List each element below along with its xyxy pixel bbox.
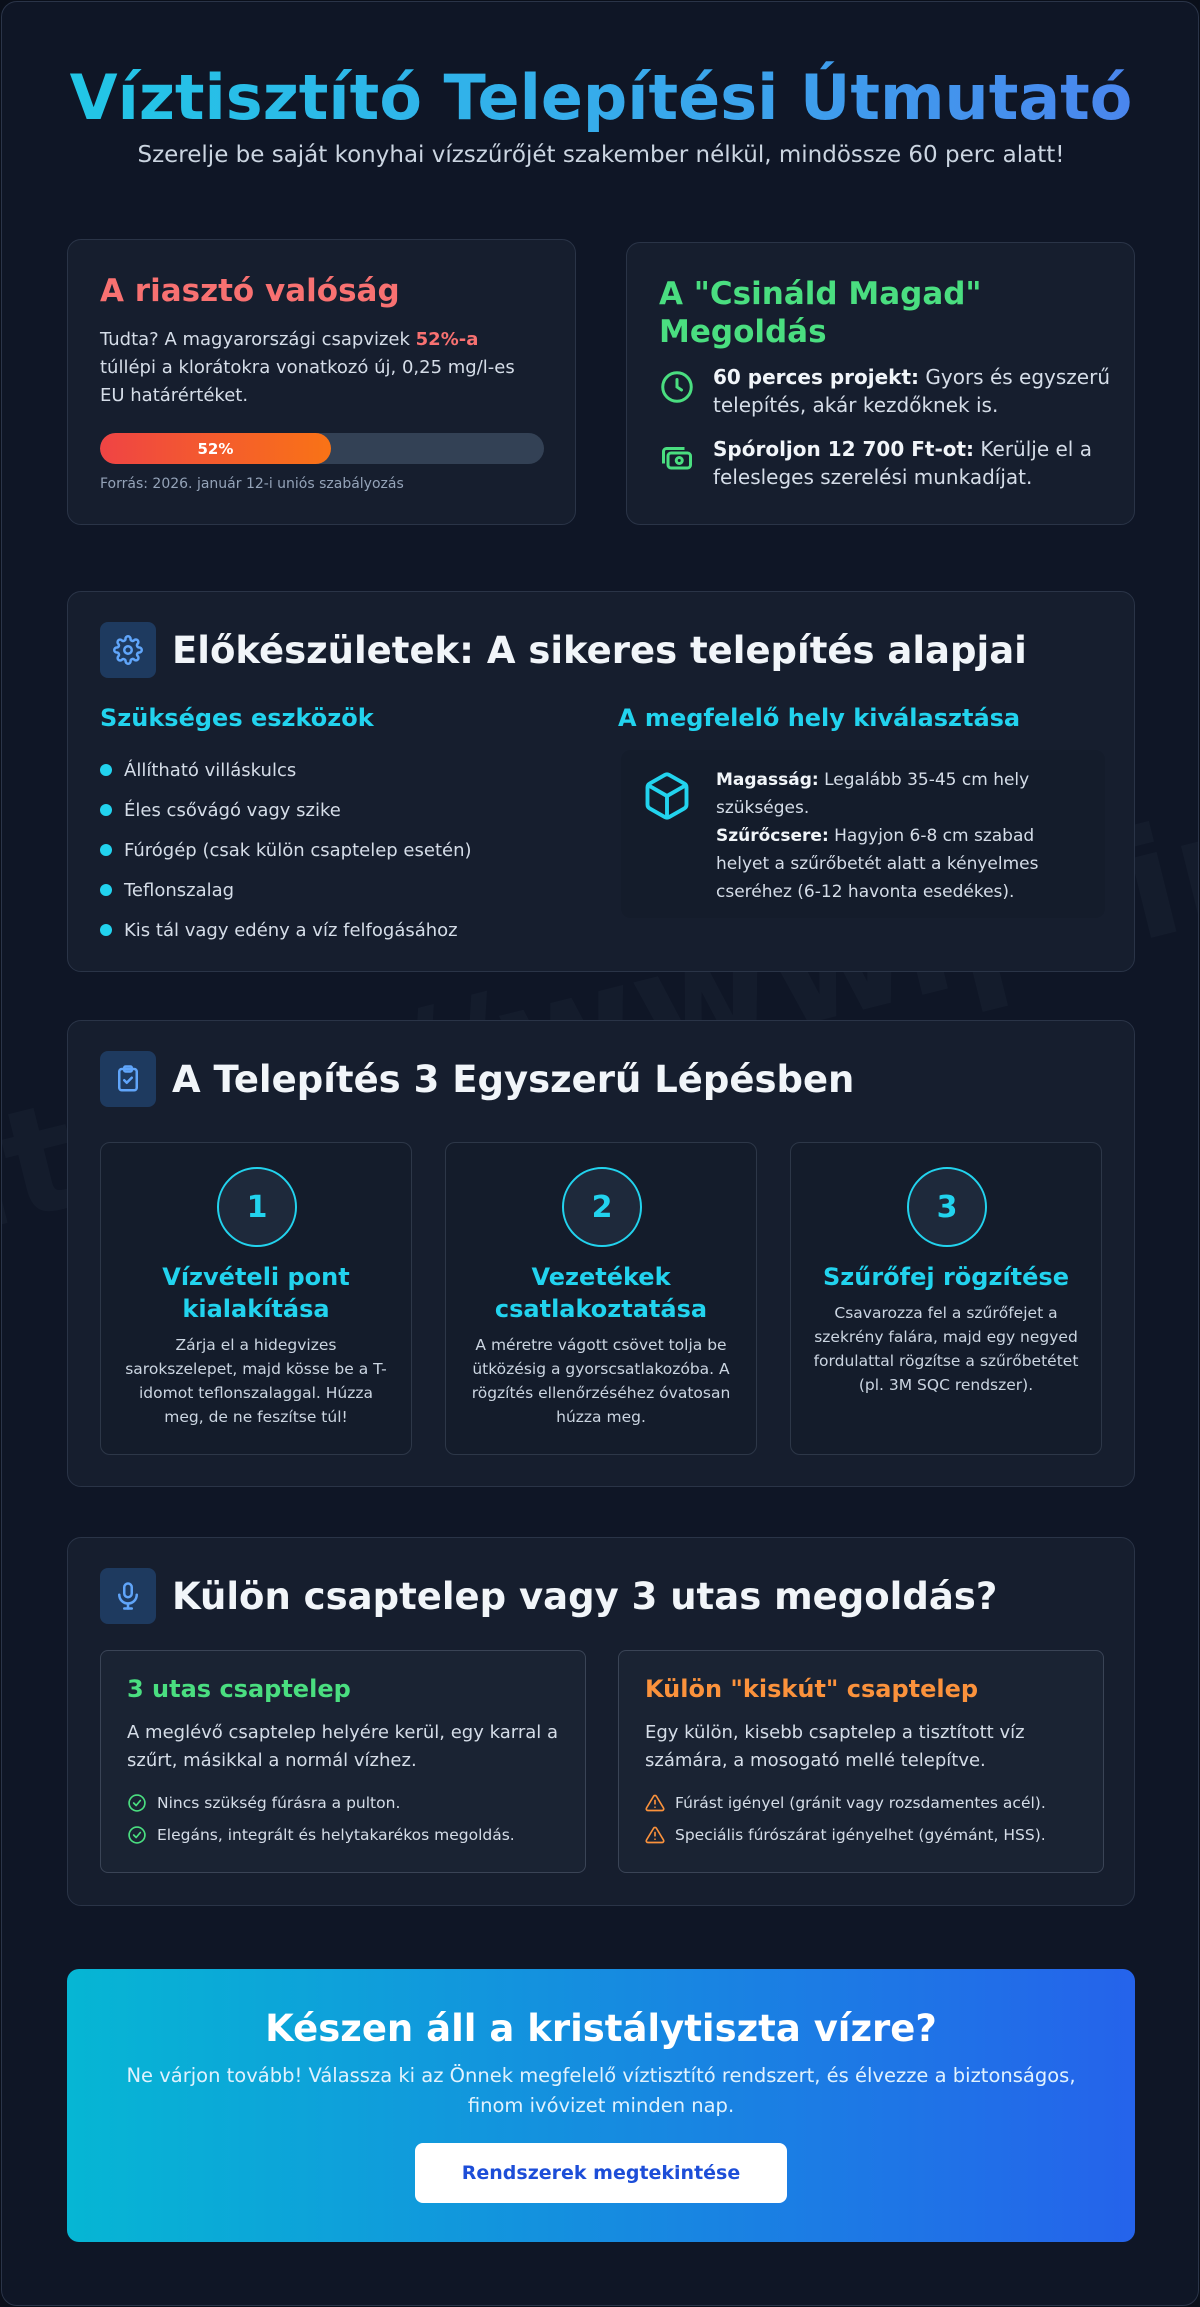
option-text: Egy külön, kisebb csaptelep a tisztított víz számára, a mosogató mellé telepítve. (645, 1722, 1025, 1771)
option-text: A meglévő csaptelep helyére kerül, egy karral a szűrt, másikkal a normál vízhez. (127, 1722, 559, 1771)
progress-label: 52% (197, 439, 234, 458)
step-text: Zárja el a hidegvizes sarokszelepet, majd kösse be a T-idomot teflonszalaggal. Húzza meg, de ne feszítse túl! (125, 1336, 387, 1426)
list-item: Éles csővágó vagy szike (100, 790, 472, 830)
cash-icon (659, 441, 695, 477)
page-frame (1, 1, 1199, 2306)
alarm-card (67, 239, 576, 525)
step-number: 2 (562, 1167, 642, 1247)
step-card-1 (100, 1142, 412, 1455)
con-item: Fúrást igényel (gránit vagy rozsdamentes acél). (645, 1793, 1046, 1813)
page-subtitle: Szerelje be saját konyhai vízszűrőjét szakember nélkül, mindössze 60 perc alatt! (137, 142, 1065, 168)
steps-title: A Telepítés 3 Egyszerű Lépésben (172, 1057, 855, 1101)
place-title: A megfelelő hely kiválasztása (618, 704, 1021, 732)
option-title: 3 utas csaptelep (127, 1675, 351, 1703)
step-title: Vízvételi pont kialakítása (162, 1263, 350, 1323)
step-card-2 (445, 1142, 757, 1455)
alarm-text: Tudta? A magyarországi csapvizek 52%-a túllépi a klorátokra vonatkozó új, 0,25 mg/l-es EU határértéket. (100, 329, 515, 406)
prep-title: Előkészületek: A sikeres telepítés alapjai (172, 628, 1027, 672)
step-text: Csavarozza fel a szűrőfejet a szekrény falára, majd egy negyed fordulattal rögzítse a szűrőbetétet (pl. 3M SQC rendszer). (813, 1304, 1079, 1394)
step-text: A méretre vágott csövet tolja be ütközésig a gyorscsatlakozóba. A rögzítés ellenőrzéséhez óvatosan húzza meg. (471, 1336, 731, 1426)
prep-card (67, 591, 1135, 972)
cta-title: Készen áll a kristálytiszta vízre? (265, 2007, 937, 2050)
step-title: Vezetékek csatlakoztatása (494, 1263, 708, 1323)
tools-title: Szükséges eszközök (100, 704, 374, 732)
option-separate (618, 1650, 1104, 1873)
warning-icon (645, 1793, 665, 1813)
list-item: Állítható villáskulcs (100, 750, 472, 790)
progress-fill (100, 433, 331, 464)
feature-savings: Spóroljon 12 700 Ft-ot: Kerülje el a felesleges szerelési munkadíjat. (659, 435, 1113, 491)
step-number: 3 (907, 1167, 987, 1247)
cta-banner (67, 1969, 1135, 2242)
step-number: 1 (217, 1167, 297, 1247)
gear-icon (113, 635, 143, 665)
check-circle-icon (127, 1825, 147, 1845)
diy-card (626, 242, 1135, 525)
step-card-3 (790, 1142, 1102, 1455)
view-systems-button[interactable]: Rendszerek megtekintése (415, 2143, 787, 2203)
faucet-title: Külön csaptelep vagy 3 utas megoldás? (172, 1574, 998, 1618)
place-info-box: Magasság: Legalább 35-45 cm hely szükséges. Szűrőcsere: Hagyjon 6-8 cm szabad helyet a szűrőbetét alatt a kényelmes cseréhez (6-12 havonta esedékes). (621, 750, 1105, 918)
alarm-title: A riasztó valóság (100, 273, 400, 309)
list-item: Teflonszalag (100, 870, 472, 910)
check-circle-icon (127, 1793, 147, 1813)
warning-icon (645, 1825, 665, 1845)
clock-icon (659, 369, 695, 405)
option-title: Külön "kiskút" csaptelep (645, 1675, 979, 1703)
steps-card (67, 1020, 1135, 1487)
list-item: Fúrógép (csak külön csaptelep esetén) (100, 830, 472, 870)
pro-item: Nincs szükség fúrásra a pulton. (127, 1793, 400, 1813)
clipboard-check-icon (113, 1064, 143, 1094)
cta-text: Ne várjon tovább! Válassza ki az Önnek megfelelő víztisztító rendszert, és élvezze a biztonságos, finom ivóvizet minden nap. (126, 2064, 1076, 2117)
progress-bar (100, 433, 544, 464)
alarm-highlight: 52%-a (415, 329, 479, 350)
option-three-way (100, 1650, 586, 1873)
list-item: Kis tál vagy edény a víz felfogásához (100, 910, 472, 950)
con-item: Speciális fúrószárat igényelhet (gyémánt, HSS). (645, 1825, 1046, 1845)
faucet-card (67, 1537, 1135, 1906)
diy-title: A "Csináld Magad" Megoldás (659, 276, 982, 350)
step-title: Szűrőfej rögzítése (823, 1263, 1069, 1291)
faucet-icon (113, 1581, 143, 1611)
tools-list (100, 750, 472, 950)
source-note: Forrás: 2026. január 12-i uniós szabályozás (100, 476, 404, 492)
page-title: Víztisztító Telepítési Útmutató (69, 61, 1133, 134)
box-icon (641, 770, 693, 822)
feature-time: 60 perces projekt: Gyors és egyszerű telepítés, akár kezdőknek is. (659, 363, 1113, 419)
pro-item: Elegáns, integrált és helytakarékos megoldás. (127, 1825, 515, 1845)
